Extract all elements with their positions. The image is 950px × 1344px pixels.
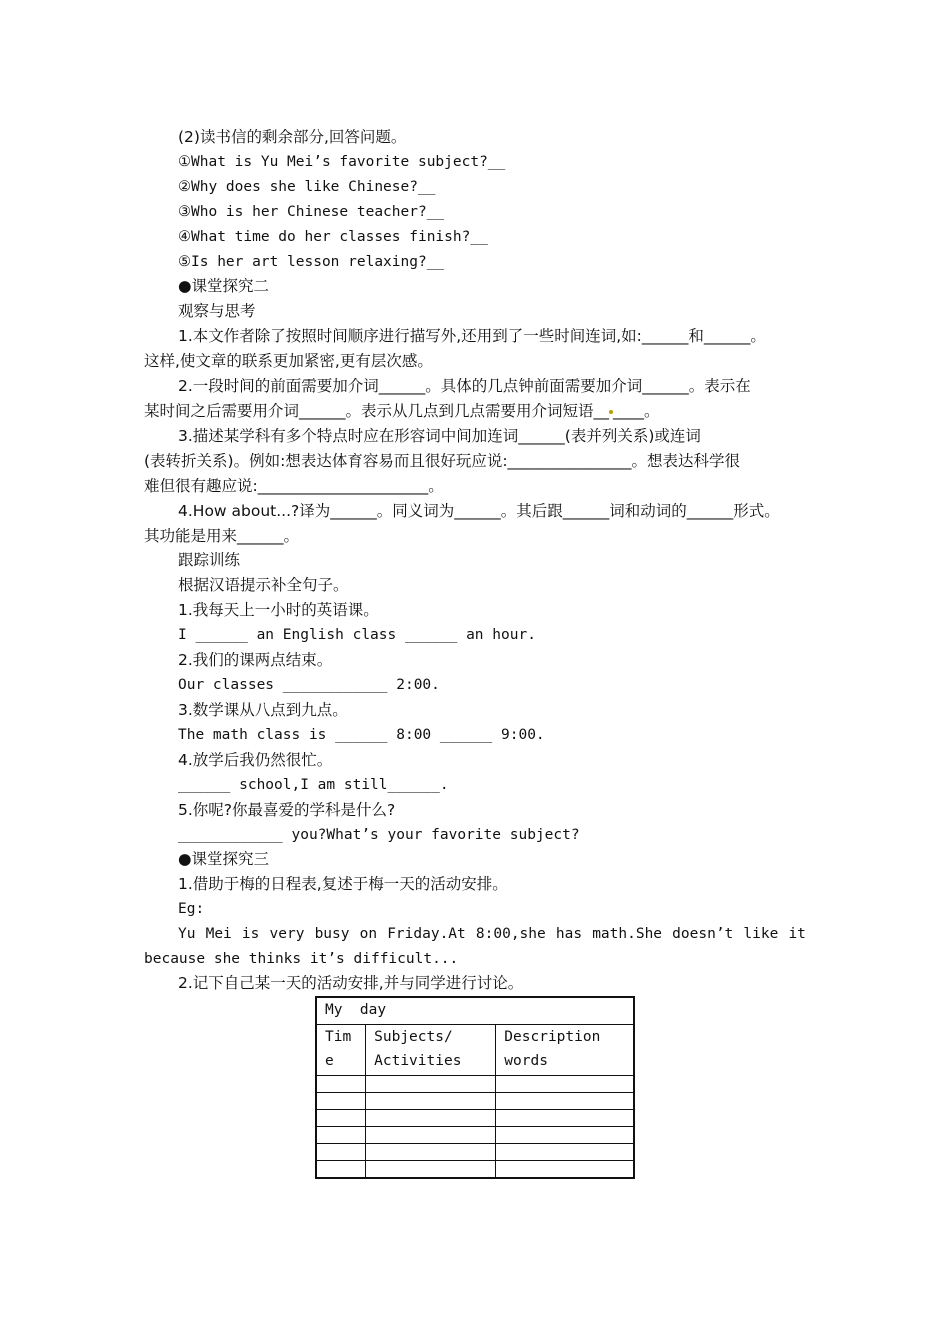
question-4: ④What time do her classes finish?__ — [178, 229, 488, 245]
example-word: math.She — [592, 926, 663, 942]
explore3-item1: 1.借助于梅的日程表,复述于梅一天的活动安排。 — [178, 875, 508, 893]
explore2-item2-b — [144, 402, 660, 420]
training-item-3-zh: 3.数学课从八点到九点。 — [178, 701, 348, 719]
table-cell — [366, 1144, 496, 1161]
explore2-item1-a: 1.本文作者除了按照时间顺序进行描写外,还用到了一些时间连词,如:______和______。 — [178, 327, 766, 345]
explore2-sub: 观察与思考 — [178, 302, 256, 320]
table-row — [316, 1127, 634, 1144]
explore3-item2: 2.记下自己某一天的活动安排,并与同学进行讨论。 — [178, 974, 524, 992]
table-row — [316, 1093, 634, 1110]
explore3-example-b: because she thinks it’s difficult... — [144, 951, 459, 967]
example-word: on — [359, 926, 378, 942]
explore2-heading: ●课堂探究二 — [178, 277, 270, 295]
part2-heading: (2)读书信的剩余部分,回答问题。 — [178, 128, 407, 146]
explore3-heading: ●课堂探究三 — [178, 850, 270, 868]
table-cell — [316, 1093, 366, 1110]
table-row — [316, 1144, 634, 1161]
training-item-2-zh: 2.我们的课两点结束。 — [178, 651, 333, 669]
table-cell — [366, 1161, 496, 1179]
explore2-item3-a: 3.描述某学科有多个特点时应在形容词中间加连词______(表并列关系)或连词 — [178, 427, 701, 445]
explore2-item4-a: 4.How about...?译为______。同义词为______。其后跟______词和动词的______形式。 — [178, 502, 780, 520]
table-cell — [496, 1161, 634, 1179]
example-word: busy — [314, 926, 350, 942]
training-heading: 跟踪训练 — [178, 551, 241, 569]
table-cell — [496, 1110, 634, 1127]
header-time-b: e — [325, 1053, 334, 1069]
explore2-item2-b-tail: ____。 — [613, 402, 660, 420]
table-cell — [316, 1127, 366, 1144]
training-item-1-en: I ______ an English class ______ an hour. — [178, 627, 536, 643]
explore2-item3-b: (表转折关系)。例如:想表达体育容易而且很好玩应说:________________。想表达科学很 — [144, 452, 741, 470]
training-item-5-en: ____________ you?What’s your favorite subject? — [178, 827, 580, 843]
table-row — [316, 1110, 634, 1127]
header-time-a: Tim — [325, 1029, 352, 1045]
example-word: 8:00,she — [475, 926, 546, 942]
explore2-item1-b: 这样,使文章的联系更加紧密,更有层次感。 — [144, 352, 433, 370]
table-cell — [316, 1144, 366, 1161]
table-cell — [496, 1093, 634, 1110]
example-word: very — [269, 926, 305, 942]
question-2: ②Why does she like Chinese?__ — [178, 179, 436, 195]
question-5: ⑤Is her art lesson relaxing?__ — [178, 254, 445, 270]
table-row — [316, 1161, 634, 1179]
table-cell — [366, 1076, 496, 1093]
example-word: has — [555, 926, 583, 942]
explore2-item2-a: 2.一段时间的前面需要加介词______。具体的几点钟前面需要加介词______。表示在 — [178, 377, 751, 395]
example-word: like — [743, 926, 779, 942]
training-item-4-zh: 4.放学后我仍然很忙。 — [178, 751, 333, 769]
table-header-subjects — [366, 1025, 496, 1076]
header-description-a: Description — [504, 1029, 601, 1045]
training-item-1-zh: 1.我每天上一小时的英语课。 — [178, 601, 379, 619]
example-word: Mei — [205, 926, 232, 942]
table-header-description — [496, 1025, 634, 1076]
table-row — [316, 1076, 634, 1093]
table-cell — [316, 1161, 366, 1179]
training-item-3-en: The math class is ______ 8:00 ______ 9:00. — [178, 727, 545, 743]
training-item-4-en: ______ school,I am still______. — [178, 777, 449, 793]
table-cell — [496, 1144, 634, 1161]
explore3-example-a — [178, 925, 806, 943]
explore2-item2-b-text: 某时间之后需要用介词______。表示从几点到几点需要用介词短语__ — [144, 402, 610, 420]
table-cell — [366, 1127, 496, 1144]
table-cell — [496, 1076, 634, 1093]
training-item-2-en: Our classes ____________ 2:00. — [178, 677, 440, 693]
table-header-time — [316, 1025, 366, 1076]
example-word: is — [241, 926, 260, 942]
header-subjects-a: Subjects/ — [374, 1029, 453, 1045]
header-description-b: words — [504, 1053, 548, 1069]
example-word: it — [788, 926, 806, 942]
example-word: Yu — [178, 926, 196, 942]
explore2-item3-c: 难但很有趣应说:______________________。 — [144, 477, 444, 495]
header-subjects-b: Activities — [374, 1053, 462, 1069]
example-word: doesn’t — [672, 926, 734, 942]
table-cell — [366, 1093, 496, 1110]
table-cell — [366, 1110, 496, 1127]
example-word: Friday.At — [387, 926, 466, 942]
table-cell — [316, 1110, 366, 1127]
question-1: ①What is Yu Mei’s favorite subject?__ — [178, 154, 506, 170]
table-cell — [496, 1127, 634, 1144]
training-item-5-zh: 5.你呢?你最喜爱的学科是什么? — [178, 801, 396, 819]
table-title: My day — [316, 997, 634, 1025]
my-day-table — [315, 996, 635, 1179]
question-3: ③Who is her Chinese teacher?__ — [178, 204, 445, 220]
explore3-eg: Eg: — [178, 901, 205, 917]
table-cell — [316, 1076, 366, 1093]
explore2-item4-b: 其功能是用来______。 — [144, 527, 300, 545]
training-instruction: 根据汉语提示补全句子。 — [178, 576, 349, 594]
